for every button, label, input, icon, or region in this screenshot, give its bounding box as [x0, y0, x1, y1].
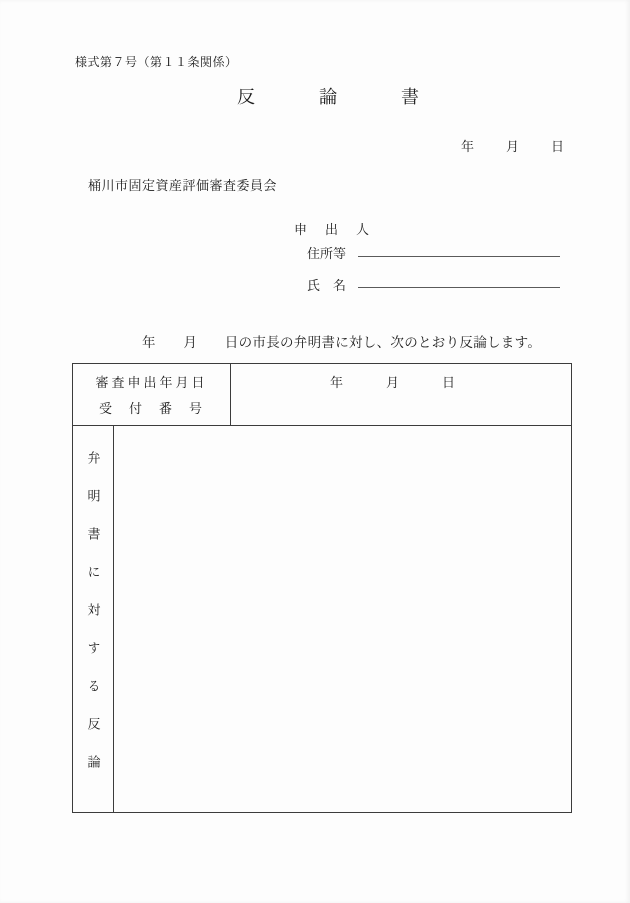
- applicant-label: 申 出 人: [294, 222, 372, 237]
- table-header-row: [73, 364, 571, 426]
- header-date-placeholder: 年 月 日: [330, 375, 457, 390]
- address-input-line[interactable]: [358, 256, 560, 257]
- name-input-line[interactable]: [358, 287, 560, 288]
- date-line: 年 月 日: [461, 139, 567, 154]
- form-number-label: 様式第７号（第１１条関係）: [75, 55, 238, 69]
- name-label: 氏 名: [307, 278, 347, 293]
- rebuttal-label-cell: [73, 426, 114, 812]
- rebuttal-vertical-label: 弁明書に対する反論: [85, 451, 101, 793]
- address-label: 住所等: [307, 246, 347, 261]
- review-request-date-cell[interactable]: [231, 364, 571, 425]
- statement-line: 年 月 日の市長の弁明書に対し、次のとおり反論します。: [142, 335, 542, 350]
- page-title: 反論書: [237, 87, 483, 107]
- rebuttal-content-cell[interactable]: [114, 426, 571, 812]
- committee-name: 桶川市固定資産評価審査委員会: [88, 178, 278, 193]
- review-request-header-cell: [73, 364, 231, 425]
- rebuttal-table: [72, 363, 572, 813]
- receipt-number-label: 受 付 番 号: [98, 401, 204, 416]
- review-request-date-label: 審査申出年月日: [95, 375, 208, 390]
- table-body-row: [73, 426, 571, 812]
